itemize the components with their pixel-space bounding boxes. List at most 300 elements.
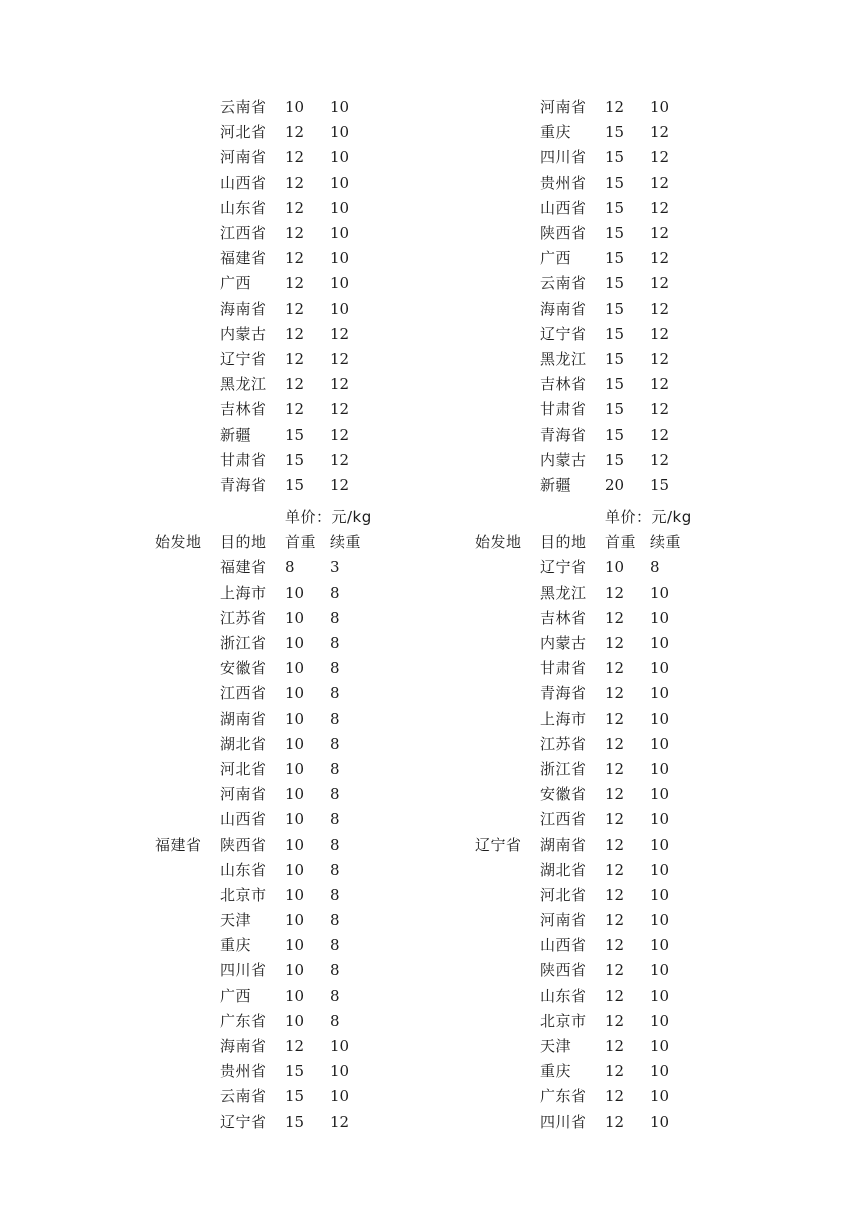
origin-cell: [155, 196, 220, 221]
continued-weight-cell: 8: [330, 860, 340, 879]
first-weight-cell: 12: [285, 123, 305, 142]
continued-weight-cell: 8: [330, 1011, 340, 1030]
continued-weight-cell: 10: [650, 634, 670, 653]
destination-cell: 陕西省: [540, 961, 587, 980]
destination-cell: 重庆: [540, 123, 572, 142]
origin-cell: [155, 145, 220, 170]
destination-cell: 河南省: [220, 785, 267, 804]
first-weight-cell: 15: [605, 450, 625, 469]
continued-weight-cell: 12: [650, 299, 670, 318]
continued-weight-cell: 10: [650, 1112, 670, 1131]
first-weight-cell: 10: [285, 961, 305, 980]
first-weight-cell: 12: [605, 709, 625, 728]
origin-cell: [155, 347, 220, 372]
first-weight-cell: 10: [285, 911, 305, 930]
continued-weight-cell: 10: [650, 810, 670, 829]
destination-cell: 湖北省: [220, 734, 267, 753]
table-row: [475, 473, 815, 498]
continued-weight-cell: 10: [650, 785, 670, 804]
destination-cell: 四川省: [540, 1112, 587, 1131]
destination-cell: 四川省: [220, 961, 267, 980]
first-weight-cell: 12: [285, 148, 305, 167]
destination-cell: 海南省: [220, 299, 267, 318]
destination-cell: 浙江省: [220, 634, 267, 653]
destination-cell: 山东省: [220, 198, 267, 217]
destination-cell: 江西省: [220, 684, 267, 703]
destination-cell: 青海省: [540, 425, 587, 444]
continued-weight-cell: 10: [330, 198, 350, 217]
first-weight-cell: 15: [605, 375, 625, 394]
destination-cell: 吉林省: [540, 375, 587, 394]
first-weight-cell: 12: [285, 324, 305, 343]
first-weight-cell: 10: [285, 860, 305, 879]
continued-weight-cell: 10: [330, 299, 350, 318]
continued-weight-cell: 10: [650, 608, 670, 627]
first-weight-cell: 10: [285, 659, 305, 678]
continued-weight-cell: 8: [330, 709, 340, 728]
continued-weight-cell: 10: [650, 734, 670, 753]
first-weight-cell: 12: [605, 986, 625, 1005]
destination-cell: 黑龙江: [540, 349, 587, 368]
origin-cell: [155, 221, 220, 246]
destination-cell: 天津: [220, 911, 252, 930]
destination-cell: 安徽省: [220, 659, 267, 678]
destination-cell: 青海省: [220, 475, 267, 494]
continued-weight-cell: 10: [330, 249, 350, 268]
origin-cell: [475, 171, 540, 196]
first-weight-cell: 10: [285, 759, 305, 778]
header-first-weight: 首重: [605, 533, 637, 552]
origin-cell: [155, 322, 220, 347]
table-row: [475, 422, 815, 447]
destination-cell: 新疆: [220, 425, 252, 444]
header-spacer-dest: [540, 505, 605, 530]
continued-weight-cell: 8: [330, 634, 340, 653]
first-weight-cell: 15: [605, 249, 625, 268]
continued-weight-cell: 10: [650, 98, 670, 117]
rate-table-top-left: [155, 95, 495, 498]
origin-cell: [475, 372, 540, 397]
continued-weight-cell: 3: [330, 558, 340, 577]
table-row: [475, 246, 815, 271]
continued-weight-cell: 10: [650, 961, 670, 980]
first-weight-cell: 15: [605, 173, 625, 192]
table-row: [155, 221, 495, 246]
first-weight-cell: 10: [285, 936, 305, 955]
destination-cell: 黑龙江: [220, 375, 267, 394]
first-weight-cell: 10: [285, 583, 305, 602]
origin-cell: [155, 297, 220, 322]
first-weight-cell: 10: [285, 684, 305, 703]
continued-weight-cell: 10: [650, 911, 670, 930]
continued-weight-cell: 12: [650, 274, 670, 293]
origin-cell: [155, 397, 220, 422]
header-spacer-origin: [475, 505, 540, 530]
continued-weight-cell: 8: [330, 911, 340, 930]
first-weight-cell: 12: [605, 911, 625, 930]
continued-weight-cell: 8: [330, 759, 340, 778]
rate-table-top-left-wrapper: [155, 95, 495, 498]
origin-cell: [155, 95, 220, 120]
first-weight-cell: 15: [285, 1062, 305, 1081]
table-row: [155, 448, 495, 473]
table-row: [475, 372, 815, 397]
first-weight-cell: 12: [605, 583, 625, 602]
header-row-bottom: [155, 530, 495, 555]
origin-cell: [475, 246, 540, 271]
destination-cell: 海南省: [220, 1037, 267, 1056]
destination-cell: 辽宁省: [220, 1112, 267, 1131]
destination-cell: 广西: [220, 986, 252, 1005]
continued-weight-cell: 10: [330, 173, 350, 192]
origin-cell: [475, 120, 540, 145]
origin-label: 福建省: [155, 835, 202, 854]
destination-cell: 内蒙古: [220, 324, 267, 343]
continued-weight-cell: 10: [330, 1087, 350, 1106]
origin-cell: [475, 397, 540, 422]
continued-weight-cell: 12: [330, 475, 350, 494]
first-weight-cell: 12: [605, 734, 625, 753]
table-row: [475, 448, 815, 473]
continued-weight-cell: 10: [650, 885, 670, 904]
first-weight-cell: 10: [285, 98, 305, 117]
first-weight-cell: 12: [285, 173, 305, 192]
continued-weight-cell: 10: [650, 1011, 670, 1030]
first-weight-cell: 12: [605, 1037, 625, 1056]
header-continued-weight: 续重: [650, 533, 682, 552]
table-body: [475, 95, 815, 498]
continued-weight-cell: 8: [330, 961, 340, 980]
first-weight-cell: 12: [285, 375, 305, 394]
destination-cell: 内蒙古: [540, 634, 587, 653]
continued-weight-cell: 8: [330, 785, 340, 804]
destination-cell: 江西省: [220, 224, 267, 243]
first-weight-cell: 15: [285, 475, 305, 494]
first-weight-cell: 12: [285, 198, 305, 217]
origin-cell: [475, 221, 540, 246]
destination-cell: 河北省: [220, 759, 267, 778]
first-weight-cell: 12: [605, 785, 625, 804]
table-row: [155, 120, 495, 145]
table-body: [155, 555, 495, 1134]
table-row: [475, 347, 815, 372]
continued-weight-cell: 15: [650, 475, 670, 494]
first-weight-cell: 15: [605, 224, 625, 243]
origin-cell: [475, 95, 540, 120]
header-destination: 目的地: [220, 533, 267, 552]
table-row: [475, 171, 815, 196]
continued-weight-cell: 12: [650, 123, 670, 142]
origin-cell: [155, 448, 220, 473]
header-continued-weight: 续重: [330, 533, 362, 552]
continued-weight-cell: 10: [650, 1037, 670, 1056]
continued-weight-cell: 10: [330, 123, 350, 142]
first-weight-cell: 12: [605, 759, 625, 778]
continued-weight-cell: 8: [330, 608, 340, 627]
destination-cell: 福建省: [220, 249, 267, 268]
first-weight-cell: 12: [605, 1011, 625, 1030]
destination-cell: 青海省: [540, 684, 587, 703]
header-destination: 目的地: [540, 533, 587, 552]
first-weight-cell: 10: [605, 558, 625, 577]
destination-cell: 广东省: [540, 1087, 587, 1106]
header-origin: 始发地: [475, 533, 522, 552]
table-row: [155, 555, 495, 580]
first-weight-cell: 12: [285, 224, 305, 243]
first-weight-cell: 15: [605, 274, 625, 293]
continued-weight-cell: 12: [330, 349, 350, 368]
destination-cell: 广西: [220, 274, 252, 293]
destination-cell: 河南省: [540, 98, 587, 117]
first-weight-cell: 12: [605, 936, 625, 955]
destination-cell: 贵州省: [220, 1062, 267, 1081]
table-row: [475, 221, 815, 246]
continued-weight-cell: 10: [650, 583, 670, 602]
continued-weight-cell: 10: [650, 709, 670, 728]
table-row: [155, 322, 495, 347]
continued-weight-cell: 8: [330, 583, 340, 602]
first-weight-cell: 10: [285, 785, 305, 804]
destination-cell: 吉林省: [540, 608, 587, 627]
destination-cell: 内蒙古: [540, 450, 587, 469]
table-row: [155, 473, 495, 498]
first-weight-cell: 20: [605, 475, 625, 494]
destination-cell: 新疆: [540, 475, 572, 494]
destination-cell: 福建省: [220, 558, 267, 577]
table-row: [155, 196, 495, 221]
destination-cell: 河北省: [220, 123, 267, 142]
destination-cell: 河南省: [540, 911, 587, 930]
destination-cell: 安徽省: [540, 785, 587, 804]
table-row: [475, 555, 815, 580]
continued-weight-cell: 10: [650, 936, 670, 955]
continued-weight-cell: 12: [330, 400, 350, 419]
continued-weight-cell: 12: [650, 148, 670, 167]
first-weight-cell: 12: [605, 634, 625, 653]
first-weight-cell: 12: [285, 1037, 305, 1056]
header-origin: 始发地: [155, 533, 202, 552]
origin-cell: [475, 322, 540, 347]
header-row-top: [475, 505, 815, 530]
origin-cell: [475, 271, 540, 296]
continued-weight-cell: 12: [330, 450, 350, 469]
destination-cell: 江西省: [540, 810, 587, 829]
continued-weight-cell: 10: [650, 835, 670, 854]
continued-weight-cell: 8: [330, 734, 340, 753]
continued-weight-cell: 8: [650, 558, 660, 577]
header-unit-price: 单价：元/kg: [605, 508, 692, 527]
origin-cell: [475, 145, 540, 170]
continued-weight-cell: 10: [650, 1062, 670, 1081]
destination-cell: 江苏省: [540, 734, 587, 753]
continued-weight-cell: 10: [650, 759, 670, 778]
destination-cell: 甘肃省: [540, 659, 587, 678]
table-row: [475, 397, 815, 422]
table-row: [155, 95, 495, 120]
destination-cell: 山西省: [540, 936, 587, 955]
continued-weight-cell: 12: [650, 324, 670, 343]
destination-cell: 辽宁省: [540, 324, 587, 343]
destination-cell: 山东省: [220, 860, 267, 879]
first-weight-cell: 12: [605, 810, 625, 829]
continued-weight-cell: 12: [650, 400, 670, 419]
continued-weight-cell: 10: [330, 98, 350, 117]
origin-cell: [155, 422, 220, 447]
origin-cell: [475, 448, 540, 473]
first-weight-cell: 12: [605, 961, 625, 980]
destination-cell: 甘肃省: [220, 450, 267, 469]
first-weight-cell: 15: [605, 400, 625, 419]
destination-cell: 山东省: [540, 986, 587, 1005]
first-weight-cell: 12: [605, 1087, 625, 1106]
continued-weight-cell: 10: [330, 1062, 350, 1081]
destination-cell: 吉林省: [220, 400, 267, 419]
table-row: [155, 297, 495, 322]
destination-cell: 江苏省: [220, 608, 267, 627]
first-weight-cell: 12: [605, 1112, 625, 1131]
first-weight-cell: 10: [285, 634, 305, 653]
first-weight-cell: 12: [605, 608, 625, 627]
destination-cell: 山西省: [220, 810, 267, 829]
table-row: [155, 397, 495, 422]
destination-cell: 陕西省: [220, 835, 267, 854]
destination-cell: 辽宁省: [540, 558, 587, 577]
first-weight-cell: 12: [285, 400, 305, 419]
table-row: [155, 145, 495, 170]
continued-weight-cell: 10: [650, 1087, 670, 1106]
destination-cell: 上海市: [220, 583, 267, 602]
origin-cell: [155, 171, 220, 196]
first-weight-cell: 12: [605, 659, 625, 678]
first-weight-cell: 15: [285, 425, 305, 444]
header-row-top: [155, 505, 495, 530]
table-body: [155, 95, 495, 498]
header-row-bottom: [475, 530, 815, 555]
continued-weight-cell: 10: [330, 148, 350, 167]
destination-cell: 天津: [540, 1037, 572, 1056]
destination-cell: 海南省: [540, 299, 587, 318]
destination-cell: 山西省: [220, 173, 267, 192]
first-weight-cell: 15: [605, 299, 625, 318]
table-row: [475, 120, 815, 145]
continued-weight-cell: 12: [650, 450, 670, 469]
destination-cell: 贵州省: [540, 173, 587, 192]
continued-weight-cell: 8: [330, 885, 340, 904]
destination-cell: 河北省: [540, 885, 587, 904]
continued-weight-cell: 12: [330, 324, 350, 343]
header-unit-price: 单价：元/kg: [285, 508, 372, 527]
destination-cell: 山西省: [540, 198, 587, 217]
first-weight-cell: 15: [285, 450, 305, 469]
rate-table-bottom-right-wrapper: [475, 505, 815, 1135]
first-weight-cell: 15: [605, 123, 625, 142]
continued-weight-cell: 10: [650, 659, 670, 678]
destination-cell: 重庆: [220, 936, 252, 955]
destination-cell: 黑龙江: [540, 583, 587, 602]
origin-cell: [155, 271, 220, 296]
destination-cell: 辽宁省: [220, 349, 267, 368]
first-weight-cell: 15: [605, 148, 625, 167]
continued-weight-cell: 12: [330, 375, 350, 394]
first-weight-cell: 15: [285, 1112, 305, 1131]
destination-cell: 广东省: [220, 1011, 267, 1030]
continued-weight-cell: 12: [330, 425, 350, 444]
continued-weight-cell: 10: [650, 986, 670, 1005]
table-row: [475, 95, 815, 120]
continued-weight-cell: 8: [330, 684, 340, 703]
first-weight-cell: 10: [285, 709, 305, 728]
origin-cell: [155, 120, 220, 145]
continued-weight-cell: 8: [330, 936, 340, 955]
first-weight-cell: 8: [285, 558, 295, 577]
table-header: [475, 505, 815, 555]
destination-cell: 云南省: [220, 1087, 267, 1106]
continued-weight-cell: 12: [650, 198, 670, 217]
continued-weight-cell: 12: [650, 349, 670, 368]
rate-table-top-right: [475, 95, 815, 498]
header-spacer-dest: [220, 505, 285, 530]
continued-weight-cell: 8: [330, 986, 340, 1005]
continued-weight-cell: 12: [650, 375, 670, 394]
continued-weight-cell: 12: [330, 1112, 350, 1131]
destination-cell: 云南省: [220, 98, 267, 117]
table-row: [475, 297, 815, 322]
first-weight-cell: 10: [285, 885, 305, 904]
first-weight-cell: 10: [285, 986, 305, 1005]
first-weight-cell: 10: [285, 810, 305, 829]
destination-cell: 湖南省: [220, 709, 267, 728]
first-weight-cell: 15: [605, 324, 625, 343]
first-weight-cell: 12: [605, 860, 625, 879]
destination-cell: 浙江省: [540, 759, 587, 778]
rate-table-bottom-left-wrapper: [155, 505, 495, 1135]
table-row: [155, 171, 495, 196]
table-row: [155, 246, 495, 271]
rate-table-bottom-left: [155, 505, 495, 1135]
continued-weight-cell: 8: [330, 810, 340, 829]
continued-weight-cell: 10: [650, 684, 670, 703]
first-weight-cell: 10: [285, 608, 305, 627]
destination-cell: 甘肃省: [540, 400, 587, 419]
table-row: [475, 322, 815, 347]
origin-cell: [155, 372, 220, 397]
destination-cell: 云南省: [540, 274, 587, 293]
destination-cell: 湖南省: [540, 835, 587, 854]
continued-weight-cell: 12: [650, 425, 670, 444]
continued-weight-cell: 8: [330, 659, 340, 678]
origin-cell: [475, 297, 540, 322]
continued-weight-cell: 12: [650, 173, 670, 192]
table-row: [155, 422, 495, 447]
first-weight-cell: 15: [605, 349, 625, 368]
table-row: [155, 347, 495, 372]
first-weight-cell: 12: [605, 98, 625, 117]
destination-cell: 北京市: [220, 885, 267, 904]
first-weight-cell: 15: [285, 1087, 305, 1106]
table-row: [475, 271, 815, 296]
header-spacer-origin: [155, 505, 220, 530]
first-weight-cell: 12: [285, 249, 305, 268]
continued-weight-cell: 12: [650, 224, 670, 243]
continued-weight-cell: 10: [330, 1037, 350, 1056]
origin-cell: [475, 422, 540, 447]
destination-cell: 河南省: [220, 148, 267, 167]
destination-cell: 北京市: [540, 1011, 587, 1030]
first-weight-cell: 12: [605, 885, 625, 904]
first-weight-cell: 12: [605, 684, 625, 703]
first-weight-cell: 12: [605, 1062, 625, 1081]
continued-weight-cell: 12: [650, 249, 670, 268]
